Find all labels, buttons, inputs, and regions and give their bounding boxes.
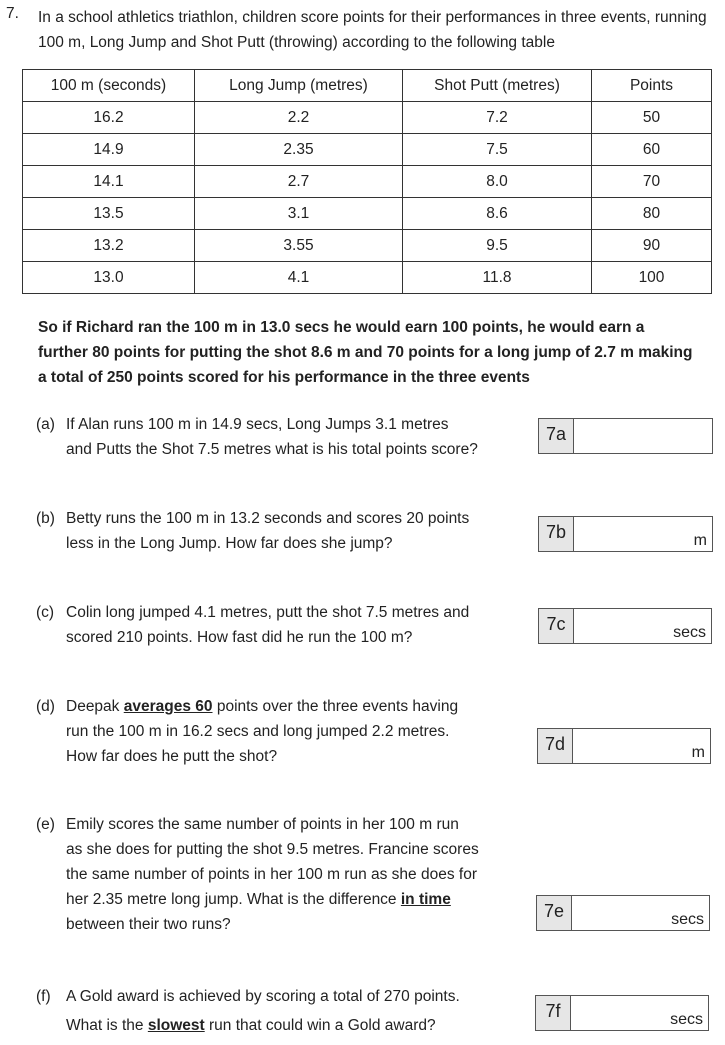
- header-points: Points: [592, 70, 712, 102]
- table-header-row: [23, 70, 712, 102]
- answer-box-label: 7d: [538, 729, 573, 763]
- cell-100m: 16.2: [23, 102, 195, 134]
- cell-points: 60: [592, 134, 712, 166]
- part-e-text: the same number of points in her 100 m run as she does for: [66, 866, 477, 883]
- cell-shot-putt: 8.6: [403, 198, 592, 230]
- cell-shot-putt: 9.5: [403, 230, 592, 262]
- answer-box-label: 7b: [539, 517, 574, 551]
- part-e-text-pre: her 2.35 metre long jump. What is the difference: [66, 891, 401, 908]
- part-c-label: (c): [36, 604, 55, 621]
- answer-field-7f[interactable]: [571, 996, 708, 1030]
- part-f: [36, 982, 460, 1040]
- cell-100m: 13.2: [23, 230, 195, 262]
- header-long-jump: Long Jump (metres): [195, 70, 403, 102]
- unit-label: secs: [673, 624, 706, 641]
- cell-long-jump: 3.55: [195, 230, 403, 262]
- answer-field-7d[interactable]: [573, 729, 710, 763]
- answer-box-7d: [537, 728, 711, 764]
- part-b: [36, 506, 469, 556]
- part-a-text: If Alan runs 100 m in 14.9 secs, Long Jumps 3.1 metres: [66, 416, 449, 433]
- emphasis-averages: averages 60: [123, 698, 213, 715]
- answer-box-7f: [535, 995, 709, 1031]
- cell-points: 90: [592, 230, 712, 262]
- cell-points: 100: [592, 262, 712, 294]
- unit-label: m: [691, 744, 705, 761]
- worked-example-line: So if Richard ran the 100 m in 13.0 secs he would earn 100 points, he would earn a: [38, 319, 645, 336]
- cell-100m: 14.9: [23, 134, 195, 166]
- answer-field-7a[interactable]: [574, 419, 712, 453]
- part-f-text: [66, 1011, 460, 1040]
- cell-long-jump: 4.1: [195, 262, 403, 294]
- part-a-text: and Putts the Shot 7.5 metres what is his total points score?: [66, 441, 478, 458]
- answer-field-7c[interactable]: [574, 609, 711, 643]
- unit-label: secs: [671, 911, 704, 928]
- part-d-text: run the 100 m in 16.2 secs and long jumped 2.2 metres.: [66, 723, 450, 740]
- answer-box-label: 7e: [537, 896, 572, 930]
- part-f-label: (f): [36, 988, 51, 1005]
- cell-shot-putt: 8.0: [403, 166, 592, 198]
- table-row: [23, 198, 712, 230]
- answer-field-7b[interactable]: [574, 517, 712, 551]
- cell-100m: 13.5: [23, 198, 195, 230]
- emphasis-slowest: slowest: [147, 1017, 205, 1034]
- table-row: [23, 262, 712, 294]
- part-b-label: (b): [36, 510, 55, 527]
- part-e: [36, 812, 479, 937]
- cell-points: 70: [592, 166, 712, 198]
- cell-shot-putt: 7.5: [403, 134, 592, 166]
- cell-points: 50: [592, 102, 712, 134]
- part-d-text-pre: Deepak: [66, 698, 124, 715]
- part-d-text: How far does he putt the shot?: [66, 748, 278, 765]
- cell-shot-putt: 11.8: [403, 262, 592, 294]
- points-table: [22, 69, 712, 294]
- unit-label: m: [693, 532, 707, 549]
- part-d-label: (d): [36, 698, 55, 715]
- answer-box-label: 7a: [539, 419, 574, 453]
- cell-long-jump: 2.35: [195, 134, 403, 166]
- worked-example: [38, 315, 725, 390]
- answer-box-7a: [538, 418, 713, 454]
- header-shot-putt: Shot Putt (metres): [403, 70, 592, 102]
- table-row: [23, 102, 712, 134]
- part-a-label: (a): [36, 416, 55, 433]
- header-100m: 100 m (seconds): [23, 70, 195, 102]
- question-number: 7.: [6, 5, 19, 22]
- worked-example-line: a total of 250 points scored for his performance in the three events: [38, 369, 530, 386]
- part-c-text: Colin long jumped 4.1 metres, putt the shot 7.5 metres and: [66, 604, 470, 621]
- table-row: [23, 166, 712, 198]
- table-row: [23, 134, 712, 166]
- table-row: [23, 230, 712, 262]
- answer-box-label: 7f: [536, 996, 571, 1030]
- part-c-text: scored 210 points. How fast did he run the 100 m?: [66, 629, 413, 646]
- cell-100m: 13.0: [23, 262, 195, 294]
- part-c: [36, 600, 469, 650]
- part-e-text: between their two runs?: [66, 916, 231, 933]
- cell-100m: 14.1: [23, 166, 195, 198]
- answer-field-7e[interactable]: [572, 896, 709, 930]
- part-e-text: Emily scores the same number of points in her 100 m run: [66, 816, 459, 833]
- cell-long-jump: 2.2: [195, 102, 403, 134]
- part-e-label: (e): [36, 816, 55, 833]
- part-b-text: less in the Long Jump. How far does she jump?: [66, 535, 393, 552]
- part-e-text: [66, 887, 479, 912]
- cell-long-jump: 3.1: [195, 198, 403, 230]
- part-f-text-pre: What is the: [66, 1017, 148, 1034]
- part-f-text: A Gold award is achieved by scoring a total of 270 points.: [66, 988, 460, 1005]
- worked-example-line: further 80 points for putting the shot 8.6 m and 70 points for a long jump of 2.7 m making: [38, 344, 693, 361]
- emphasis-in-time: in time: [400, 891, 451, 908]
- question-intro: In a school athletics triathlon, children score points for their performances in three events, running 100 m, Long Jump and Shot Putt (throwing) according to the following table: [38, 9, 707, 51]
- part-d-text: [66, 694, 458, 719]
- cell-long-jump: 2.7: [195, 166, 403, 198]
- answer-box-7b: [538, 516, 713, 552]
- part-e-text: as she does for putting the shot 9.5 metres. Francine scores: [66, 841, 479, 858]
- answer-box-label: 7c: [539, 609, 574, 643]
- part-d-text-post: points over the three events having: [212, 698, 459, 715]
- cell-shot-putt: 7.2: [403, 102, 592, 134]
- part-f-text-post: run that could win a Gold award?: [204, 1017, 436, 1034]
- part-b-text: Betty runs the 100 m in 13.2 seconds and scores 20 points: [66, 510, 470, 527]
- part-a: [36, 412, 478, 462]
- answer-box-7c: [538, 608, 712, 644]
- unit-label: secs: [670, 1011, 703, 1028]
- answer-box-7e: [536, 895, 710, 931]
- cell-points: 80: [592, 198, 712, 230]
- part-d: [36, 694, 458, 769]
